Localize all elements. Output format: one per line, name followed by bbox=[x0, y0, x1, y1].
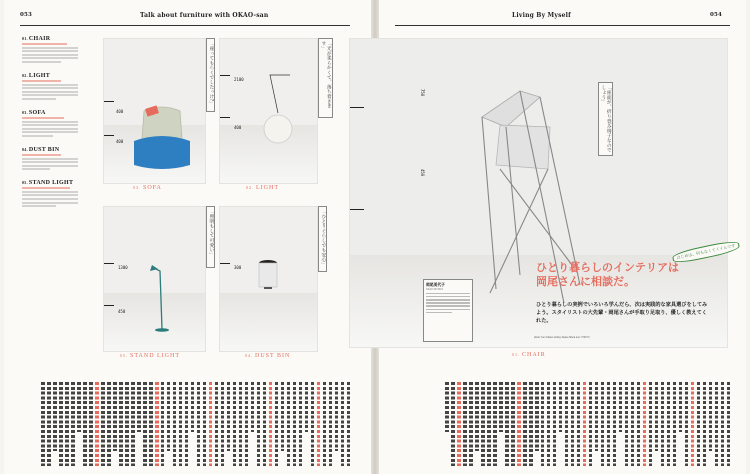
dust-bin-caption: 04. DUST BIN bbox=[245, 353, 291, 359]
left-running-title: Talk about furniture with OKAO-san bbox=[140, 12, 269, 19]
light-measure-bottom: 400 bbox=[234, 125, 242, 130]
index-item-stand-light bbox=[22, 180, 78, 207]
chair-measure-bottom: 450 bbox=[420, 169, 425, 177]
stand-light-caption: 05. STAND LIGHT bbox=[120, 353, 181, 359]
index-body bbox=[22, 117, 78, 137]
index-body bbox=[22, 154, 78, 170]
dust-bin-illustration bbox=[220, 207, 318, 352]
light-caption: 02. LIGHT bbox=[246, 185, 279, 191]
index-title: STAND LIGHT bbox=[28, 180, 74, 187]
pendant-light-photo bbox=[219, 38, 318, 184]
chair-quote: 「座面が、折り畳み椅子なのでしょう」 bbox=[598, 82, 613, 156]
index-title: SOFA bbox=[28, 109, 46, 116]
bin-quote: 「ひとりぐらしでも安心」 bbox=[318, 206, 327, 272]
profile-romaji: OKAO MIYOKO bbox=[426, 288, 444, 291]
profile-name: 岡尾美代子 bbox=[426, 282, 445, 287]
sofa-measure-bottom: 400 bbox=[116, 139, 124, 144]
index-item-sofa bbox=[22, 110, 78, 137]
header-rule-left bbox=[20, 25, 350, 26]
dust-bin-photo bbox=[219, 206, 318, 352]
index-title: DUST BIN bbox=[28, 146, 60, 153]
light-quote: 「光が柔らかくて、落ち着きます」 bbox=[318, 38, 333, 118]
left-page-number: 053 bbox=[20, 12, 33, 18]
right-body-text bbox=[410, 382, 730, 466]
stand-measure-top: 1300 bbox=[118, 265, 128, 270]
profile-box bbox=[423, 279, 473, 342]
sofa-caption: 03. SOFA bbox=[133, 185, 162, 191]
chair-measure-top: 750 bbox=[420, 89, 425, 97]
index-num: 05. bbox=[22, 180, 28, 186]
index-num: 02. bbox=[22, 72, 28, 78]
index-item-dust-bin bbox=[22, 147, 78, 170]
furniture-index bbox=[22, 36, 78, 217]
stand-lamp-illustration bbox=[104, 207, 206, 352]
sofa-photo bbox=[103, 38, 206, 184]
index-body bbox=[22, 187, 78, 207]
feature-headline: ひとり暮らしのインテリアは 岡尾さんに相談だ。 bbox=[536, 261, 679, 288]
feature-lead: ひとり暮らしの実例でいろいろ学んだら、次は実践的な家具選びをしてみよう。スタイリストの大先輩・岡尾さんが手取り足取り、優しく教えてくれた。 bbox=[536, 302, 708, 324]
index-body bbox=[22, 43, 78, 63]
index-body bbox=[22, 80, 78, 100]
index-num: 04. bbox=[22, 146, 28, 152]
left-body-text bbox=[20, 382, 350, 466]
stand-measure-bottom: 450 bbox=[118, 309, 126, 314]
stand-quote: 「照明もして可愛い」 bbox=[206, 206, 215, 268]
header-rule-right bbox=[395, 25, 730, 26]
right-page-number: 054 bbox=[710, 12, 723, 18]
bin-measure-top: 300 bbox=[234, 265, 242, 270]
handwritten-note: はじめは、何もなくてイイんです bbox=[671, 239, 740, 265]
right-running-title: Living By Myself bbox=[512, 12, 571, 19]
index-num: 01. bbox=[22, 36, 28, 41]
photo-credit: photo: Ken Kitano writing: Akane Miura text: YOKYO bbox=[534, 336, 590, 339]
sofa-measure-top: 400 bbox=[116, 109, 124, 114]
index-num: 03. bbox=[22, 109, 28, 115]
light-measure-top: 2100 bbox=[234, 77, 244, 82]
index-title: CHAIR bbox=[28, 36, 51, 42]
pendant-lamp-illustration bbox=[220, 39, 318, 184]
index-item-light bbox=[22, 73, 78, 100]
sofa-quote: 「座ってもらくでしたっけ?」 bbox=[206, 38, 215, 112]
index-title: LIGHT bbox=[28, 72, 51, 79]
stand-light-photo bbox=[103, 206, 206, 352]
index-item-chair bbox=[22, 36, 78, 63]
chair-caption: 01. CHAIR bbox=[512, 352, 546, 358]
